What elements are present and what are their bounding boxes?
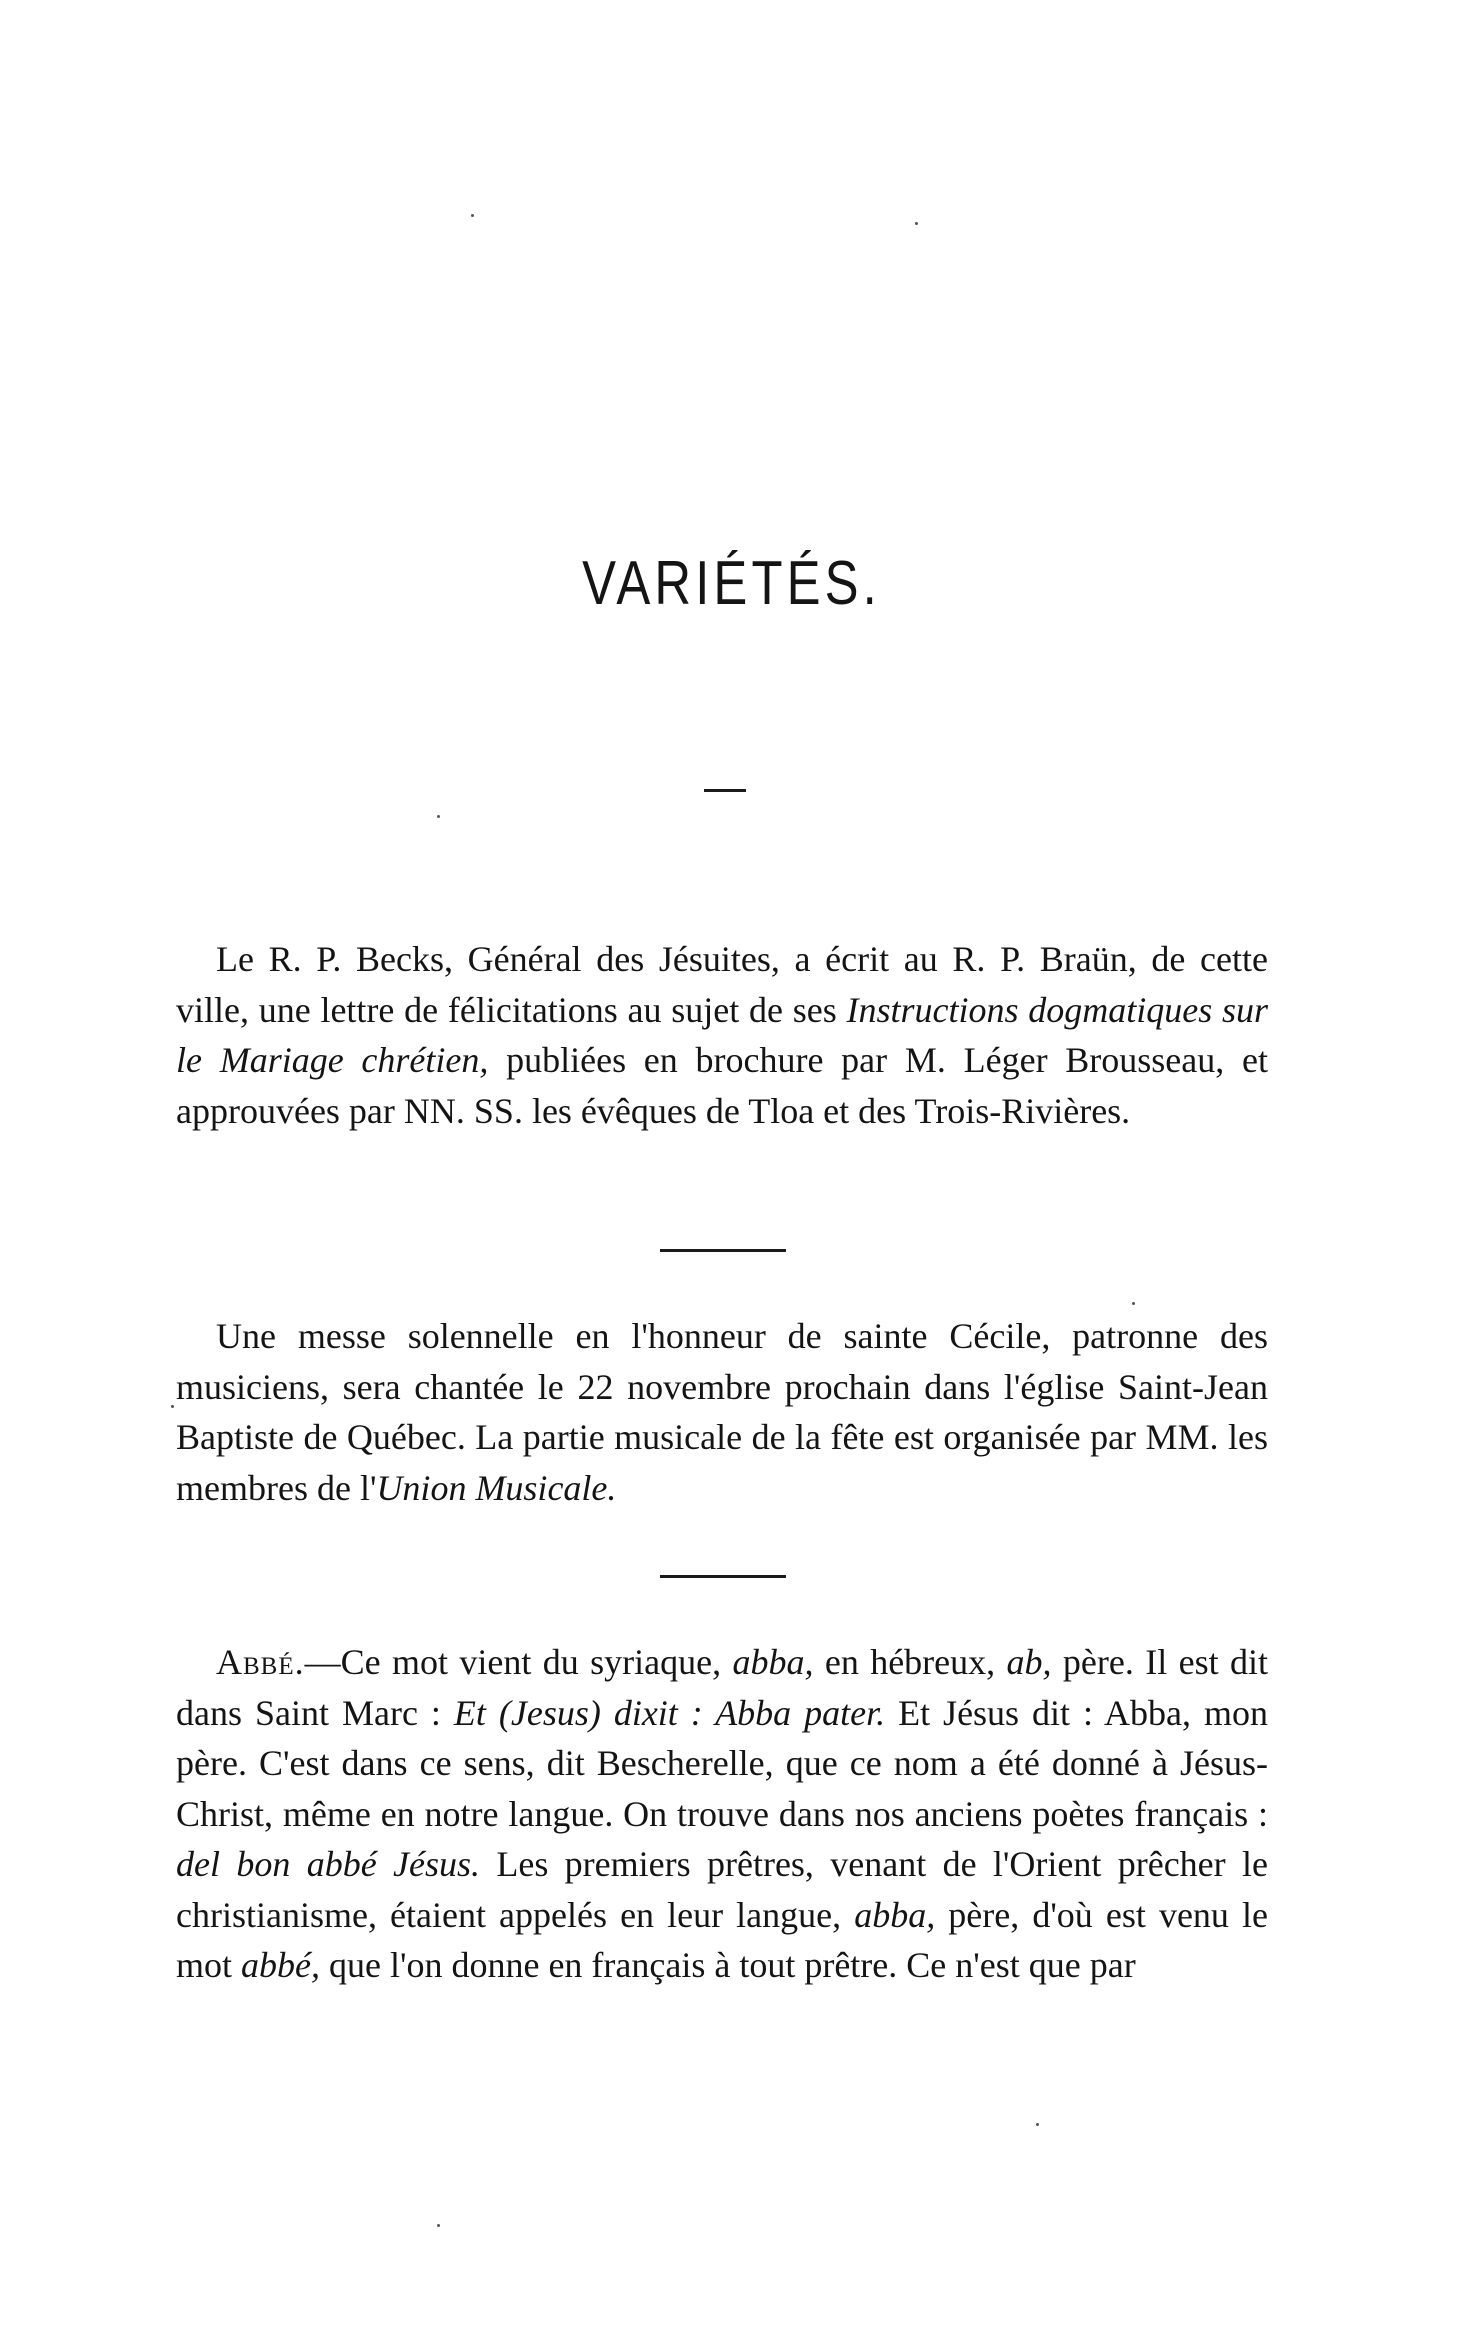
p2-italic-union-musicale: Union Musicale. (376, 1467, 617, 1508)
p3-text-5: Les premiers prêtres, venant de l'Orient prêcher le christianisme, étaient appelés en leur langue, (176, 1844, 1268, 1935)
paragraph-abbe (176, 1637, 1268, 1991)
p1-text-2: publiées en brochure par M. Léger Brousseau, et approuvées par NN. SS. les évêques de Tloa et des Trois-Rivières. (176, 1040, 1268, 1131)
section-separator-rule (660, 1249, 786, 1252)
p3-text-1: —Ce mot vient du syriaque, (304, 1642, 733, 1682)
page-title: VARIÉTÉS. (582, 549, 881, 618)
title-separator-rule (704, 789, 746, 792)
p3-text-7: que l'on donne en français à tout prêtre. Ce n'est que par (320, 1945, 1136, 1985)
print-speck (171, 1405, 174, 1408)
print-speck (1132, 1302, 1135, 1305)
p3-italic-latin-quote: Et (Jesus) dixit : Abba pater. (453, 1692, 886, 1733)
p3-italic-ab: ab, (1006, 1642, 1052, 1682)
paragraph-sainte-cecile (176, 1311, 1268, 1513)
p3-italic-abba-2: abba, (854, 1894, 936, 1935)
p3-italic-abba: abba, (732, 1642, 814, 1682)
section-separator-rule (660, 1575, 786, 1578)
paragraph-becks-letter (176, 934, 1268, 1136)
p3-text-4: Et Jésus dit : Abba, mon père. C'est dans ce sens, dit Bescherelle, que ce nom a été donné à Jésus-Christ, même en notre langue. On trouve dans nos anciens poètes français : (176, 1692, 1269, 1834)
p1-text-1: Le R. P. Becks, Général des Jésuites, a écrit au R. P. Braün, de cette ville, une lettre de félicitations au sujet de ses (176, 939, 1268, 1030)
p3-text-6: père, d'où est venu le mot (176, 1894, 1268, 1985)
p3-text-2: en hébreux, (813, 1642, 1007, 1682)
print-speck (915, 222, 918, 225)
p3-text-3: père. Il est dit dans Saint Marc : (176, 1642, 1268, 1733)
p2-text-1: Une messe solennelle en l'honneur de sainte Cécile, patronne des musiciens, sera chantée le 22 novembre prochain dans l'église Saint-Jean Baptiste de Québec. La partie musicale de la fête est organisée par MM. les membres de l' (176, 1316, 1268, 1508)
p3-italic-old-french-quote: del bon abbé Jésus. (176, 1844, 480, 1884)
print-speck (1036, 2123, 1039, 2126)
print-speck (471, 214, 474, 217)
print-speck (437, 815, 440, 818)
p3-headword: Abbé. (216, 1642, 305, 1682)
p3-italic-abbe: abbé, (241, 1945, 320, 1985)
print-speck (437, 2224, 440, 2227)
p1-italic-title: Instructions dogmatiques sur le Mariage chrétien, (176, 989, 1268, 1080)
